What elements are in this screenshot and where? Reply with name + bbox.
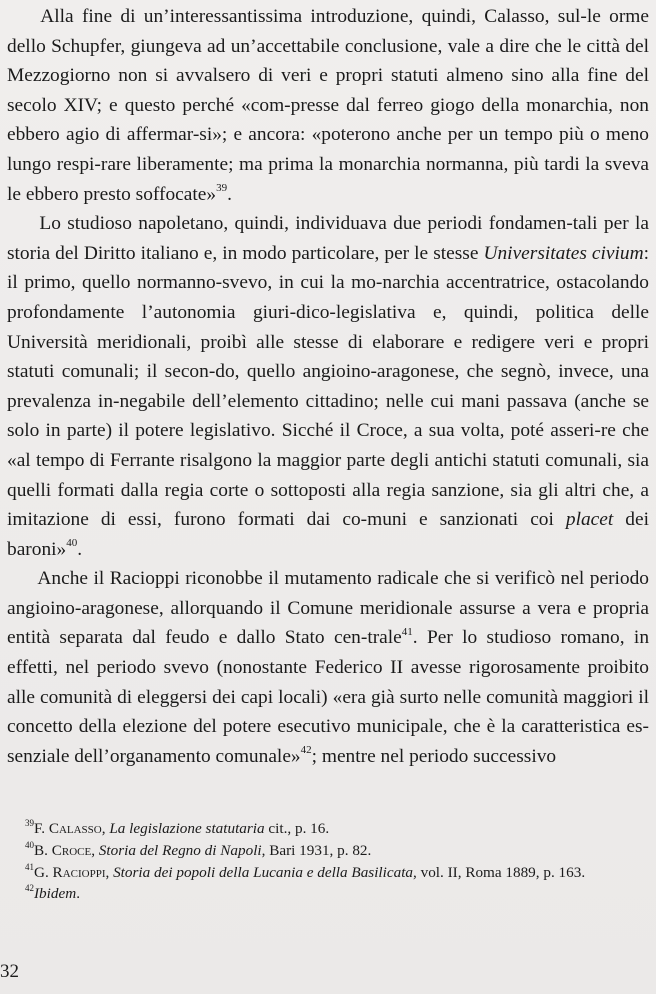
footnote-number: 40 <box>25 839 34 850</box>
paragraph <box>7 2 649 209</box>
text-run: . <box>76 885 80 903</box>
italic-text: Universitates civium <box>483 242 644 264</box>
text-run: ; mentre nel periodo successivo <box>311 745 557 767</box>
italic-text: placet <box>565 509 614 531</box>
paragraph <box>7 209 649 564</box>
footnote-ref: 40 <box>66 537 78 550</box>
text-run: Alla fine di un’interessantissima introduzione, quindi, Calasso, sul-le orme dello Schupfer, giungeva ad un’accettabile conclusione, vale a dire che le città del Mezzogiorno non si avvalsero di veri e propri statuti almeno sino alla fine del secolo XIV; e questo perché «com-presse dal ferreo giogo della monarchia, non ebbero agio di affermar-si»; e ancora: «poterono anche per un tempo più o meno lungo respi-rare liberamente; ma prima la monarchia normanna, più tardi la sveva le ebbero presto soffocate» <box>7 6 649 205</box>
text-run: , Bari 1931, p. 82. <box>261 841 372 859</box>
text-run: cit., p. 16. <box>264 820 330 837</box>
footnote <box>7 883 649 905</box>
author-name: G. Racioppi <box>34 863 106 881</box>
italic-text: Ibidem <box>34 885 77 903</box>
footnote-ref: 42 <box>300 744 312 757</box>
footnote <box>7 818 649 840</box>
footnote <box>7 840 649 862</box>
text-run: Lo studioso napoletano, quindi, individuava due periodi fondamen-tali per la storia del Diritto italiano e, in modo particolare, per le stesse <box>7 213 649 264</box>
page-number: 32 <box>0 961 19 982</box>
paragraph <box>7 564 649 771</box>
text-run: , <box>91 841 99 859</box>
italic-text: Storia dei popoli della Lucania e della Basilicata <box>113 863 414 881</box>
body-text <box>7 2 649 771</box>
text-run: : il primo, quello normanno-svevo, in cui la mo-narchia accentratrice, ostacolando profondamente l’autonomia giuri-dico-legislativa e, quindi, politica delle Università meridionali, proibì alle stesse di elaborare e redigere veri e propri statuti comunali; il secon-do, quello angioino-aragonese, che segnò, invece, una prevalenza in-negabile dell’elemento cittadino; nelle cui mani passava (anche se solo in parte) il potere legislativo. Sicché il Croce, a sua volta, poté asseri-re che «al tempo di Ferrante risalgono la maggior parte degli antichi statuti comunali, sia quelli formati dalla regia corte o sottoposti alla regia sanzione, sia gli altri che, a imitazione di essi, furono formati dai co-muni e sanzionati coi <box>7 242 650 531</box>
footnote-number: 41 <box>25 861 34 872</box>
text-run: Anche il Racioppi riconobbe il mutamento radicale che si verificò nel periodo angioino-aragonese, allorquando il Comune meridionale assurse a vera e propria entità separata dal feudo e dallo Stato cen-trale <box>7 568 649 649</box>
footnote-ref: 39 <box>216 182 228 195</box>
text-run: . <box>227 183 232 205</box>
text-run: , <box>105 863 114 881</box>
footnote-number: 42 <box>25 883 34 894</box>
footnotes <box>7 818 649 905</box>
text-run: . Per lo studioso romano, in effetti, nel periodo svevo (nonostante Federico II avesse rigorosamente proibito alle comunità di eleggersi dei capi locali) «era già surto nelle comunità maggiori il concetto della elezione del potere esecutivo municipale, che è la caratteristica es-senziale dell’organamento comunale» <box>7 627 650 767</box>
text-run: . <box>77 538 83 560</box>
author-name: F. Calasso <box>34 820 102 837</box>
footnote <box>7 862 649 884</box>
italic-text: Storia del Regno di Napoli <box>98 841 262 859</box>
italic-text: La legislazione statutaria <box>109 820 265 837</box>
footnote-number: 39 <box>25 817 34 828</box>
author-name: B. Croce <box>34 841 92 859</box>
text-run: , <box>101 820 110 837</box>
footnote-ref: 41 <box>401 626 413 638</box>
text-run: , vol. II, Roma 1889, p. 163. <box>413 863 586 881</box>
text-run: dei baroni» <box>7 509 649 560</box>
